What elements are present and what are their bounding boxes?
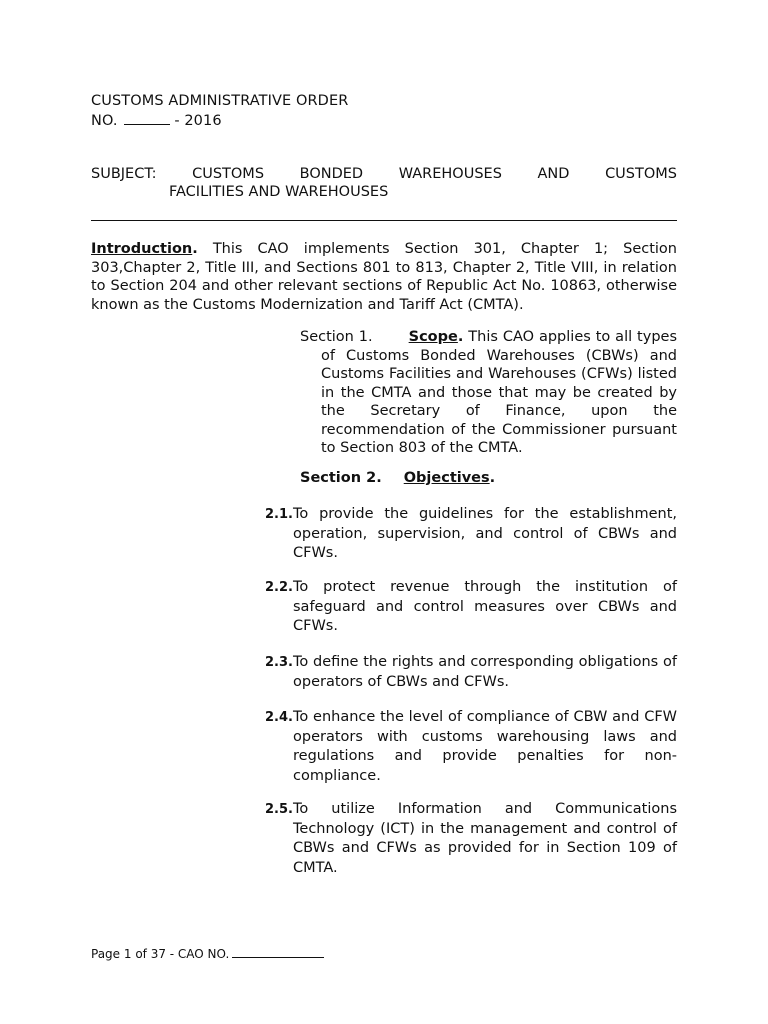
- objective-text: To provide the guidelines for the establishment, operation, supervision, and control of CBWs and CFWs.: [293, 506, 677, 561]
- objective-text: To utilize Information and Communications Technology (ICT) in the management and control of CBWs and CFWs as provided for in Section 109 of CMTA.: [293, 801, 677, 876]
- objective-text: To enhance the level of compliance of CBW and CFW operators with customs warehousing laws and regulations and provide penalties for non-compliance.: [293, 709, 677, 784]
- section-1-paragraph: [300, 328, 677, 458]
- order-number-year: - 2016: [174, 113, 222, 129]
- subject-block: [91, 165, 677, 201]
- section-2-heading: Objectives: [403, 470, 490, 486]
- subject-word: SUBJECT:: [91, 166, 157, 182]
- objective-number: 2.3.: [265, 655, 293, 670]
- order-number-line: [91, 111, 222, 129]
- section-2-heading-line: [300, 470, 495, 486]
- objective-number: 2.1.: [265, 507, 293, 522]
- subject-word: AND: [537, 166, 570, 182]
- section-1-heading: Scope: [408, 329, 458, 345]
- subject-line-2: FACILITIES AND WAREHOUSES: [169, 184, 389, 200]
- introduction-heading: Introduction: [91, 241, 193, 257]
- section-1-label: Section 1.: [300, 329, 373, 345]
- introduction-heading-punct: .: [192, 241, 198, 257]
- objective-item: [265, 653, 677, 692]
- objective-number: 2.4.: [265, 710, 293, 725]
- objective-item: [265, 800, 677, 878]
- subject-word: CUSTOMS: [192, 166, 265, 182]
- order-number-blank: [124, 111, 170, 125]
- objective-number: 2.2.: [265, 580, 293, 595]
- section-1-text: This CAO applies to all types of Customs Bonded Warehouses (CBWs) and Customs Facilities and Warehouses (CFWs) listed in the CMTA and those that may be created by the Secretary of Finance, upon the recommendation of the Commissioner pursuant to Section 803 of the CMTA.: [321, 329, 677, 456]
- introduction-paragraph: [91, 240, 677, 314]
- section-1-heading-punct: .: [457, 329, 464, 345]
- introduction-text: This CAO implements Section 301, Chapter 1; Section 303,Chapter 2, Title III, and Sections 801 to 813, Chapter 2, Title VIII, in relation to Section 204 and other relevant sections of Republic Act No. 10863, otherwise known as the Customs Modernization and Tariff Act (CMTA).: [91, 241, 677, 313]
- objective-item: [265, 708, 677, 786]
- subject-word: CUSTOMS: [605, 166, 677, 182]
- section-2-label: Section 2.: [300, 470, 382, 486]
- page-footer: [91, 946, 324, 961]
- subject-line-1: [91, 165, 677, 183]
- footer-text: Page 1 of 37 - CAO NO.: [91, 947, 230, 961]
- objective-text: To protect revenue through the institution of safeguard and control measures over CBWs and CFWs.: [293, 579, 677, 634]
- objective-text: To define the rights and corresponding obligations of operators of CBWs and CFWs.: [293, 654, 677, 690]
- objective-number: 2.5.: [265, 802, 293, 817]
- footer-blank: [232, 946, 324, 958]
- document-title: CUSTOMS ADMINISTRATIVE ORDER: [91, 93, 349, 109]
- subject-word: BONDED: [299, 166, 364, 182]
- section-2-heading-punct: .: [489, 470, 496, 486]
- objective-item: [265, 505, 677, 564]
- order-number-label: NO.: [91, 113, 118, 129]
- subject-word: WAREHOUSES: [398, 166, 502, 182]
- horizontal-divider: [91, 220, 677, 221]
- objective-item: [265, 578, 677, 637]
